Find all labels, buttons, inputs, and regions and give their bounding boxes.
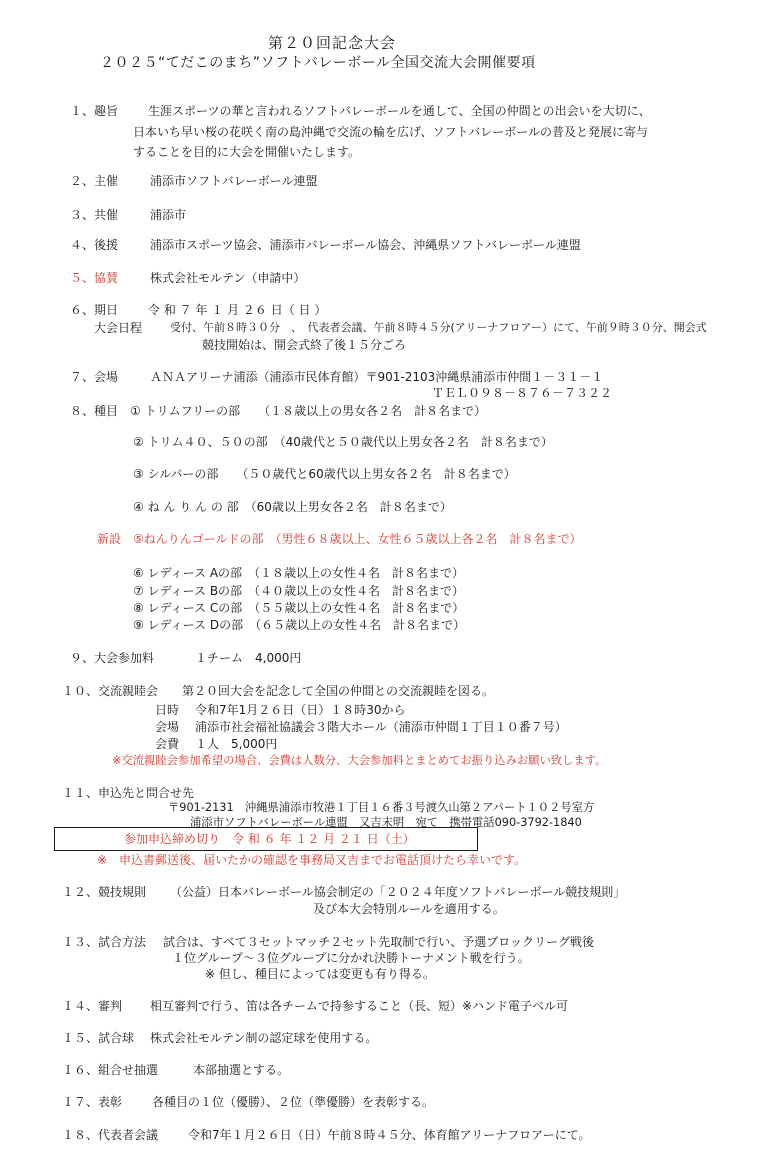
- section-15-text: 株式会社モルテン制の認定球を使用する。: [150, 1031, 378, 1045]
- event-item: ④ ね ん り ん の 部 （60歳以上男女各２名 計８名まで）: [133, 500, 452, 514]
- event-item-new: ⑤ねんりんゴールドの部 （男性６８歳以上、女性６５歳以上各２名 計８名まで）: [133, 532, 582, 546]
- section-6-schedule-label: 大会日程: [94, 321, 143, 335]
- section-7-venue: ＡＮＡアリーナ浦添（浦添市民体育館）〒901-2103沖縄県浦添市仲間１－３１－１: [150, 370, 604, 384]
- section-3-text: 浦添市: [150, 208, 187, 222]
- section-17-text: 各種目の１位（優勝）、２位（準優勝）を表彰する。: [152, 1095, 435, 1109]
- section-5-text: 株式会社モルテン（申請中）: [150, 271, 306, 285]
- party-fee-value: １人 5,000円: [195, 737, 278, 751]
- section-1-label: １、趣旨: [70, 104, 119, 118]
- party-venue-label: 会場: [155, 720, 180, 734]
- section-4-text: 浦添市スポーツ協会、浦添市バレーボール協会、沖縄県ソフトバレーボール連盟: [150, 238, 581, 252]
- event-item: ③ シルバーの部 （５０歳代と60歳代以上男女各２名 計８名まで）: [133, 467, 516, 481]
- section-7-tel: ＴＥＬ０９８－８７６－７３２２: [432, 386, 613, 400]
- section-13-line3: ※ 但し、種目によっては変更も有り得る。: [205, 967, 435, 981]
- section-1-line3: することを目的に大会を開催いたします。: [133, 145, 361, 159]
- event-item: ② トリム４０、５０の部 （40歳代と５０歳代以上男女各２名 計８名まで）: [133, 435, 553, 449]
- title-line2: ２０２５“てだこのまち”ソフトバレーボール全国交流大会開催要項: [100, 55, 536, 71]
- section-5-label: ５、協賛: [70, 271, 119, 285]
- section-1-line2: 日本いち早い桜の花咲く南の島沖縄で交流の輪を広げ、ソフトバレーボールの普及と発展に寄与: [133, 125, 649, 139]
- section-9-label: ９、大会参加料: [70, 651, 155, 665]
- party-note: ※交流親睦会参加希望の場合、会費は人数分、大会参加料とまとめてお振り込みお願い致します。: [112, 754, 607, 767]
- party-fee-label: 会費: [155, 737, 180, 751]
- section-12-label: １２、競技規則: [62, 885, 147, 899]
- party-venue-value: 浦添市社会福祉協議会３階大ホール（浦添市仲間１丁目１０番７号）: [195, 720, 567, 734]
- party-date-value: 令和7年1月２６日（日）１８時30から: [195, 703, 406, 717]
- section-1-line1: 生涯スポーツの華と言われるソフトバレーボールを通して、全国の仲間との出会いを大切に、: [148, 104, 651, 118]
- section-18-label: １８、代表者会議: [62, 1128, 159, 1142]
- section-11-note: ※ 申込書郵送後、届いたかの確認を事務局又吉までお電話頂けたら幸いです。: [97, 853, 527, 867]
- section-7-label: ７、会場: [70, 370, 119, 384]
- section-16-label: １６、組合せ抽選: [62, 1063, 159, 1077]
- section-11-address: 〒901-2131 沖縄県浦添市牧港１丁目１６番３号渡久山第２アパート１０２号室方: [168, 801, 595, 814]
- section-6-schedule-line2: 競技開始は、開会式終了後１５分ごろ: [202, 338, 407, 352]
- event-item: ⑦ レディース Bの部 （４０歳以上の女性４名 計８名まで）: [133, 584, 465, 598]
- event-item: ① トリムフリーの部 （１８歳以上の男女各２名 計８名まで）: [130, 404, 487, 418]
- section-2-text: 浦添市ソフトバレーボール連盟: [150, 174, 318, 188]
- application-deadline: 参加申込締め切り 令 和 ６ 年 １２ 月 ２１ 日（土）: [124, 832, 415, 846]
- section-14-label: １４、審判: [62, 999, 123, 1013]
- section-18-text: 令和7年１月２６日（日）午前８時４５分、体育館アリーナフロアーにて。: [188, 1128, 591, 1142]
- title-line1: 第２０回記念大会: [268, 34, 397, 52]
- party-date-label: 日時: [155, 703, 180, 717]
- section-6-label: ６、期日: [70, 303, 119, 317]
- section-12-line2: 及び本大会特別ルールを適用する。: [313, 902, 505, 916]
- event-item: ⑨ レディース Dの部 （６５歳以上の女性４名 計８名まで）: [133, 618, 466, 632]
- section-13-line2: １位グループ～３位グループに分かれ決勝トーナメント戦を行う。: [172, 951, 530, 965]
- section-6-schedule-line1: 受付、午前８時３０分 、 代表者会議、午前８時４５分(アリーナフロアー）にて、午前９時３０分、開会式: [170, 321, 707, 334]
- section-6-date: 令 和 ７ 年 １ 月 ２６ 日（ 日 ）: [148, 303, 327, 317]
- event-item: ⑥ レディース Aの部 （１８歳以上の女性４名 計８名まで）: [133, 566, 465, 580]
- section-4-label: ４、後援: [70, 238, 119, 252]
- section-13-line1: 試合は、すべて３セットマッチ２セット先取制で行い、予選ブロックリーグ戦後: [163, 935, 595, 949]
- section-15-label: １５、試合球: [62, 1031, 135, 1045]
- section-11-label: １１、申込先と問合せ先: [62, 786, 195, 800]
- section-13-label: １３、試合方法: [62, 935, 147, 949]
- section-17-label: １７、表彰: [62, 1095, 123, 1109]
- section-12-line1: （公益）日本バレーボール協会制定の「２０２４年度ソフトバレーボール競技規則」: [170, 885, 626, 899]
- section-10-label: １０、交流親睦会: [62, 684, 159, 698]
- section-3-label: ３、共催: [70, 208, 119, 222]
- section-11-organization: 浦添市ソフトバレーボール連盟 又吉末明 宛て 携帯電話090-3792-1840: [190, 816, 582, 829]
- section-10-text: 第２０回大会を記念して全国の仲間との交流親睦を図る。: [182, 684, 495, 698]
- section-8-label: ８、種目: [70, 404, 119, 418]
- event-item: ⑧ レディース Cの部 （５５歳以上の女性４名 計８名まで）: [133, 601, 465, 615]
- new-event-label: 新設: [97, 532, 122, 546]
- section-9-text: １チーム 4,000円: [195, 651, 302, 665]
- section-2-label: ２、主催: [70, 174, 119, 188]
- section-16-text: 本部抽選とする。: [193, 1063, 290, 1077]
- section-14-text: 相互審判で行う、笛は各チームで持参すること（長、短）※ハンド電子ベル可: [150, 999, 569, 1013]
